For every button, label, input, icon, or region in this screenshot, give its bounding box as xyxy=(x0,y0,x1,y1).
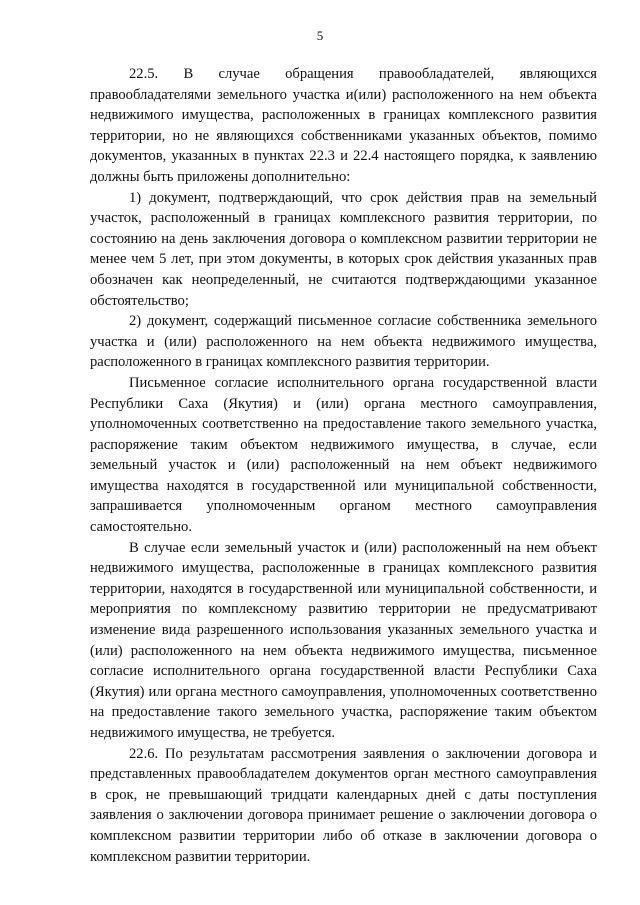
paragraph-item-2: 2) документ, содержащий письменное согласие собственника земельного участка и (или) расположенного на нем объекта недвижимого имущества, расположенного в границах комплексного развития территории. xyxy=(90,313,597,371)
paragraph-22-5: 22.5. В случае обращения правообладателей, являющихся правообладателями земельного участка и(или) расположенного на нем объекта недвижимого имущества, расположенных в границах комплексного развития территории, но не являющихся собственниками указанных объектов, помимо документов, указанных в пунктах 22.3 и 22.4 настоящего порядка, к заявлению должны быть приложены дополнительно: xyxy=(90,66,597,185)
paragraph-state-property: В случае если земельный участок и (или) расположенный на нем объект недвижимого имущества, расположенные в границах комплексного развития территории, находятся в государственной или муниципальной собственности, и мероприятия по комплексному развитию территории не предусматривают изменение вида разрешенного использования указанных земельного участка и (или) расположенного на нем объекта недвижимого имущества, письменное согласие исполнительного органа государственной власти Республики Саха (Якутия) или органа местного самоуправления, уполномоченных соответственно на предоставление такого земельного участка, распоряжение таким объектом недвижимого имущества, не требуется. xyxy=(90,539,597,741)
paragraph-written-consent: Письменное согласие исполнительного органа государственной власти Республики Саха (Якутия) и (или) органа местного самоуправления, уполномоченных соответственно на предоставление такого земельного участка, распоряжение таким объектом недвижимого имущества, в случае, если земельный участок и (или) расположенный на нем объект недвижимого имущества находятся в государственной или муниципальной собственности, запрашивается уполномоченным органом местного самоуправления самостоятельно. xyxy=(90,374,597,536)
page-number: 5 xyxy=(316,28,324,43)
paragraph-item-1: 1) документ, подтверждающий, что срок действия прав на земельный участок, расположенный в границах комплексного развития территории, по состоянию на день заключения договора о комплексном развитии территории не менее чем 5 лет, при этом документы, в которых срок действия указанных прав обозначен как неопределенный, не считаются подтверждающими указанное обстоятельство; xyxy=(90,189,597,309)
document-body xyxy=(90,64,597,867)
paragraph-22-6: 22.6. По результатам рассмотрения заявления о заключении договора и представленных правообладателем документов орган местного самоуправления в срок, не превышающий тридцати календарных дней с даты поступления заявления о заключении договора принимает решение о заключении договора о комплексном развитии территории либо об отказе в заключении договора о комплексном развитии территории. xyxy=(90,745,597,865)
